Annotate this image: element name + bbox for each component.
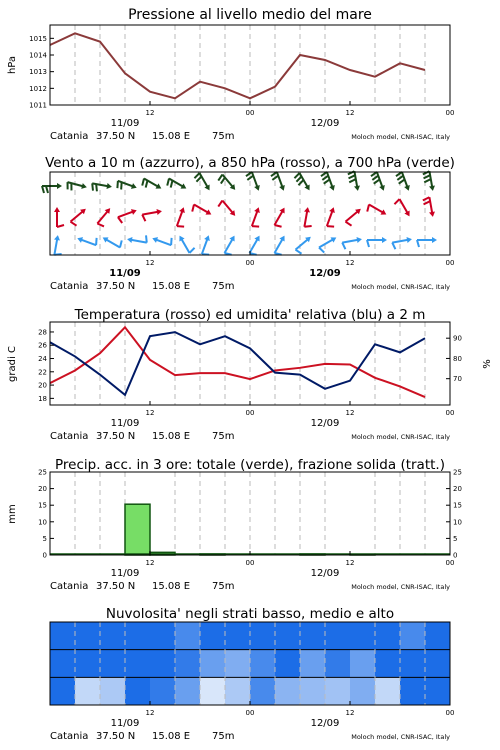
pressure-xtick-label: 12 [345,109,355,117]
wind-barb-feather [96,238,97,245]
wind-barb-shaft [296,239,309,250]
wind-xtick-label: 12 [145,259,155,267]
cloud-cell [200,622,226,650]
cloud-cell [150,622,176,650]
wind-barb-shaft [54,238,57,255]
cloud-cell [350,677,376,705]
cloud-cell [200,650,226,678]
pressure-footer-lat: 37.50 N [96,131,136,142]
wind-barb-feather [96,184,97,191]
wind-barb [271,172,285,191]
wind-barb [77,237,96,245]
precip-footer-model: Moloch model, CNR-ISAC, Italy [351,583,450,591]
wind-barb-feather [349,175,356,178]
wind-barb-feather [192,205,194,212]
cloud-cell [125,677,151,705]
cloud-cell [125,650,151,678]
temperature-line [50,327,425,397]
wind-barb-feather [371,172,377,176]
temp-ytick-label: 22 [38,368,47,377]
cloud-cell [100,622,126,650]
precip-ytick-label: 15 [38,501,47,510]
wind-barb-feather [275,253,282,255]
wind-barb [218,175,235,190]
temp-ylabel: gradi C [7,346,18,382]
wind-barb-shaft [346,211,359,222]
temp-footer-lon: 15.08 E [152,431,191,442]
cloud-cell [275,622,301,650]
wind-barb-shaft [222,175,233,188]
precip-footer-lon: 15.08 E [152,581,191,592]
cloud-cell [75,677,101,705]
wind-barb-shaft [202,238,208,254]
cloud-cell [375,622,401,650]
cloud-cell [325,650,351,678]
wind-footer-location: Catania [50,281,89,292]
wind-barb-head [81,183,87,189]
wind-barb [423,197,435,217]
wind-barb [192,205,211,215]
temp-date-label: 12/09 [310,418,340,429]
wind-barb [275,208,285,227]
cloud-cell [325,677,351,705]
wind-barb [371,172,385,191]
wind-barb-shaft [304,210,307,227]
wind-barb-feather [394,199,399,204]
wind-barb [294,173,309,190]
wind-barb-shaft [252,172,258,188]
cloud-cell [300,622,326,650]
wind-barb [42,183,62,193]
wind-footer-lat: 37.50 N [96,281,136,292]
wind-barb-feather [396,172,402,176]
cloud-footer-elev: 75m [212,731,235,742]
wind-barb [246,172,260,191]
cloud-cell [75,622,101,650]
wind-barb [367,237,387,247]
wind-barb-feather [218,175,222,181]
wind-barb-feather [327,226,334,227]
wind-barb [118,209,137,223]
wind-barb-feather [349,179,356,182]
temp-xtick-label: 12 [145,409,155,417]
wind-barb-feather [319,248,324,253]
wind-barb-feather [71,222,77,226]
wind-barb-feather [42,186,44,193]
wind-date-label: 12/09 [309,268,341,279]
wind-barb-shaft [194,205,209,214]
wind-barb-feather [296,176,301,181]
wind-barb-feather [304,226,311,227]
cloud-cell [300,677,326,705]
wind-barb-shaft [105,239,120,248]
humidity-ytick-label: 90 [453,334,462,343]
wind-barb-feather [367,205,369,212]
wind-barb-head [406,237,411,243]
wind-barb [225,236,235,255]
precip-xtick-label: 12 [145,559,155,567]
wind-barb-shaft [118,211,134,217]
wind-barb-feather [190,248,195,253]
wind-barb-shaft [130,240,147,243]
wind-barb-feather [117,181,118,188]
humidity-line [50,332,425,395]
wind-footer-lon: 15.08 E [152,281,191,292]
wind-barb-feather [142,215,145,222]
cloud-cell [50,650,76,678]
pressure-ytick-label: 1011 [29,101,47,110]
wind-barb-feather [194,173,199,178]
cloud-cell [225,622,251,650]
cloud-cell [225,650,251,678]
wind-barb-shaft [369,205,384,214]
wind-barb-shaft [275,210,284,225]
cloud-cell [325,622,351,650]
pressure-footer-model: Moloch model, CNR-ISAC, Italy [351,133,450,141]
cloud-cell [125,622,151,650]
wind-barb-shaft [181,238,190,253]
cloud-cell [425,677,451,705]
temp-xtick-label: 12 [345,409,355,417]
wind-barb-shaft [225,238,234,253]
cloud-cell [175,650,201,678]
cloud-cell [150,650,176,678]
pressure-ytick-label: 1013 [29,68,47,77]
wind-barb-feather [296,250,302,254]
wind-barb [392,237,412,249]
precip-right-ytick-label: 20 [453,485,462,494]
wind-barb-head [106,183,111,189]
wind-barb [179,236,194,253]
wind-barb-feather [167,179,169,186]
wind-barb [177,207,185,226]
cloud-footer-lat: 37.50 N [96,731,136,742]
wind-barb-feather [92,183,93,190]
wind-barb-head [156,209,161,215]
precip-ytick-label: 20 [38,485,47,494]
wind-barb-feather [118,217,122,223]
cloud-cell [50,622,76,650]
pressure-ytick-label: 1015 [29,34,47,43]
precip-date-label: 11/09 [110,568,140,579]
wind-barb [346,209,361,226]
wind-barb-shaft [342,240,359,243]
precip-title: Precip. acc. in 3 ore: totale (verde), frazione solida (tratt.) [55,457,445,473]
temp-xtick-label: 00 [445,409,455,417]
wind-barb-head [57,183,62,189]
humidity-ytick-label: 70 [453,375,462,384]
cloud-cell [350,622,376,650]
cloud-cell [400,622,426,650]
wind-barb-feather [298,180,303,185]
wind-barb [142,209,162,221]
pressure-ylabel: hPa [7,55,18,75]
wind-barb [71,209,86,226]
wind-barb-shaft [400,199,409,214]
pressure-footer-elev: 75m [212,131,235,142]
temp-ytick-label: 28 [38,328,47,337]
precip-right-ytick-label: 25 [453,468,462,477]
temp-ytick-label: 24 [38,355,47,364]
wind-barb-feather [367,240,369,247]
wind-barb [250,236,260,255]
precip-footer-location: Catania [50,581,89,592]
wind-barb-feather [424,179,431,182]
precip-right-ytick-label: 10 [453,518,462,527]
temp-xtick-label: 00 [245,409,255,417]
cloud-date-label: 12/09 [310,718,340,729]
wind-barb [97,208,110,226]
wind-barb-shaft [429,197,432,214]
wind-barb-feather [120,240,122,247]
wind-barb-shaft [68,182,84,186]
precip-xtick-label: 00 [445,559,455,567]
cloud-cell [400,650,426,678]
cloud-xtick-label: 00 [445,709,455,717]
cloud-cell [75,650,101,678]
precip-ytick-label: 10 [38,518,47,527]
cloud-xtick-label: 00 [245,709,255,717]
cloud-cell [250,650,276,678]
precip-footer-lat: 37.50 N [96,581,136,592]
wind-barb-head [356,237,361,243]
wind-barb-feather [321,172,327,176]
wind-barb-feather [275,225,282,227]
temp-date-label: 11/09 [110,418,140,429]
wind-barb-feather [342,243,345,250]
wind-barb-head [54,235,60,240]
cloud-xtick-label: 12 [345,709,355,717]
wind-barb-feather [221,178,225,184]
wind-barb [275,236,285,255]
wind-barb-shaft [71,211,84,222]
wind-barb [117,181,136,190]
wind-footer-model: Moloch model, CNR-ISAC, Italy [351,283,450,291]
wind-barb [194,173,209,190]
wind-barb-feather [146,181,148,188]
wind-barb-feather [346,222,352,226]
cloud-cell [225,677,251,705]
cloud-cell [425,650,451,678]
wind-barb [167,179,186,189]
wind-barb-feather [57,225,64,227]
cloud-cell [200,677,226,705]
wind-xtick-label: 00 [245,259,255,267]
wind-barb [296,237,311,254]
wind-barb-shaft [80,239,96,245]
wind-barb-feather [294,173,299,178]
precip-ytick-label: 5 [42,534,47,543]
cloud-cell [100,650,126,678]
wind-barb [423,171,435,191]
cloud-cell [150,677,176,705]
wind-barb-shaft [277,172,283,188]
wind-barb-feather [392,243,395,250]
wind-barb-shaft [252,210,258,226]
cloud-cell [300,650,326,678]
wind-barb [367,205,386,215]
wind-barb [319,237,336,252]
wind-barb-feather [250,253,257,255]
precip-ytick-label: 0 [42,551,47,560]
wind-barb-shaft [142,212,159,215]
pressure-ytick-label: 1014 [29,51,47,60]
wind-barb [304,207,312,227]
cloud-cell [100,677,126,705]
wind-barb [92,183,112,191]
wind-barb-feather [171,238,172,245]
wind-barb [218,201,235,216]
wind-footer-elev: 75m [212,281,235,292]
pressure-footer-location: Catania [50,131,89,142]
wind-barb [68,182,87,190]
wind-barb-feather [177,226,184,227]
precip-bar [125,504,150,555]
cloud-cell [175,622,201,650]
cloud-cell [425,622,451,650]
pressure-xtick-label: 12 [145,109,155,117]
wind-barb-head [54,207,60,212]
wind-barb-head [304,207,310,212]
wind-date-label: 11/09 [109,268,141,279]
cloud-date-label: 11/09 [110,718,140,729]
wind-barb [396,172,410,191]
pressure-date-label: 11/09 [110,118,140,129]
precip-footer-elev: 75m [212,581,235,592]
wind-xtick-label: 12 [345,259,355,267]
humidity-ylabel: % [482,359,493,369]
wind-barb [127,235,147,243]
wind-barb-shaft [200,173,209,188]
wind-barb-head [432,237,437,243]
wind-barb-head [382,237,387,243]
wind-barb [252,207,260,226]
precip-right-ytick-label: 15 [453,501,462,510]
temp-ytick-label: 26 [38,341,47,350]
cloud-cell [275,677,301,705]
wind-title: Vento a 10 m (azzurro), a 850 hPa (rosso), a 700 hPa (verde) [45,155,455,171]
wind-barb-feather [218,201,222,207]
pressure-ytick-label: 1012 [29,84,47,93]
wind-barb [394,199,409,216]
cloud-cell [250,622,276,650]
wind-barb-head [127,237,132,243]
wind-barb-feather [225,253,232,255]
precip-ylabel: mm [7,504,18,524]
cloud-footer-lon: 15.08 E [152,731,191,742]
cloud-cell [250,677,276,705]
cloud-cell [375,650,401,678]
wind-barb-shaft [319,239,334,248]
wind-barb-shaft [250,238,259,253]
wind-barb [152,237,171,245]
cloud-title: Nuvolosita' negli strati basso, medio e alto [105,606,395,622]
wind-barb-feather [423,197,430,200]
pressure-title: Pressione al livello medio del mare [128,7,372,23]
wind-barb [202,235,210,254]
precip-xtick-label: 00 [245,559,255,567]
wind-barb-feather [97,223,104,226]
wind-barb-feather [171,181,173,188]
wind-barb-feather [142,179,144,186]
wind-barb [54,235,62,255]
temp-title: Temperatura (rosso) ed umidita' relativa (blu) a 2 m [74,307,426,323]
wind-barb-shaft [222,201,233,214]
precip-date-label: 12/09 [310,568,340,579]
cloud-cell [50,677,76,705]
pressure-xtick-label: 00 [245,109,255,117]
cloud-cell [400,677,426,705]
wind-barb-feather [271,172,277,176]
temp-footer-model: Moloch model, CNR-ISAC, Italy [351,433,450,441]
humidity-ytick-label: 80 [453,354,462,363]
wind-barb-shaft [327,210,333,226]
pressure-line [50,33,425,98]
wind-barb [342,237,362,249]
precip-xtick-label: 12 [345,559,355,567]
wind-barb-shaft [118,181,134,187]
wind-barb-shaft [392,240,409,243]
wind-barb-feather [46,186,48,193]
precip-ytick-label: 25 [38,468,47,477]
cloud-cell [175,677,201,705]
wind-barb [327,207,335,226]
cloud-cell [350,650,376,678]
wind-barb [348,171,360,191]
wind-barb-shaft [92,183,109,186]
wind-barb-feather [417,240,419,247]
cloud-cell [375,677,401,705]
pressure-xtick-label: 00 [445,109,455,117]
wind-barb-feather [252,226,259,227]
wind-barb [321,172,335,191]
temp-footer-elev: 75m [212,431,235,442]
wind-barb [142,179,161,189]
cloud-footer-location: Catania [50,731,89,742]
wind-barb-head [429,211,435,216]
precip-right-ytick-label: 5 [453,534,458,543]
wind-barb-shaft [177,210,183,226]
temp-ytick-label: 18 [38,394,47,403]
cloud-cell [275,650,301,678]
pressure-footer-lon: 15.08 E [152,131,191,142]
cloud-xtick-label: 12 [145,709,155,717]
precip-right-ytick-label: 0 [453,551,458,560]
pressure-date-label: 12/09 [310,118,340,129]
wind-barb-feather [246,172,252,176]
wind-barb [103,237,122,247]
cloud-footer-model: Moloch model, CNR-ISAC, Italy [351,733,450,741]
wind-barb-feather [121,182,122,189]
wind-barb-head [354,185,360,190]
wind-barb-shaft [155,239,171,245]
wind-barb-feather [146,235,147,242]
temp-footer-location: Catania [50,431,89,442]
temp-ytick-label: 20 [38,381,47,390]
wind-barb-head [429,185,435,190]
wind-barb-shaft [97,210,108,223]
wind-barb-feather [196,176,201,181]
wind-barb-shaft [275,238,284,253]
temp-footer-lat: 37.50 N [96,431,136,442]
wind-barb [417,237,437,247]
wind-barb [54,207,64,227]
wind-xtick-label: 00 [445,259,455,267]
